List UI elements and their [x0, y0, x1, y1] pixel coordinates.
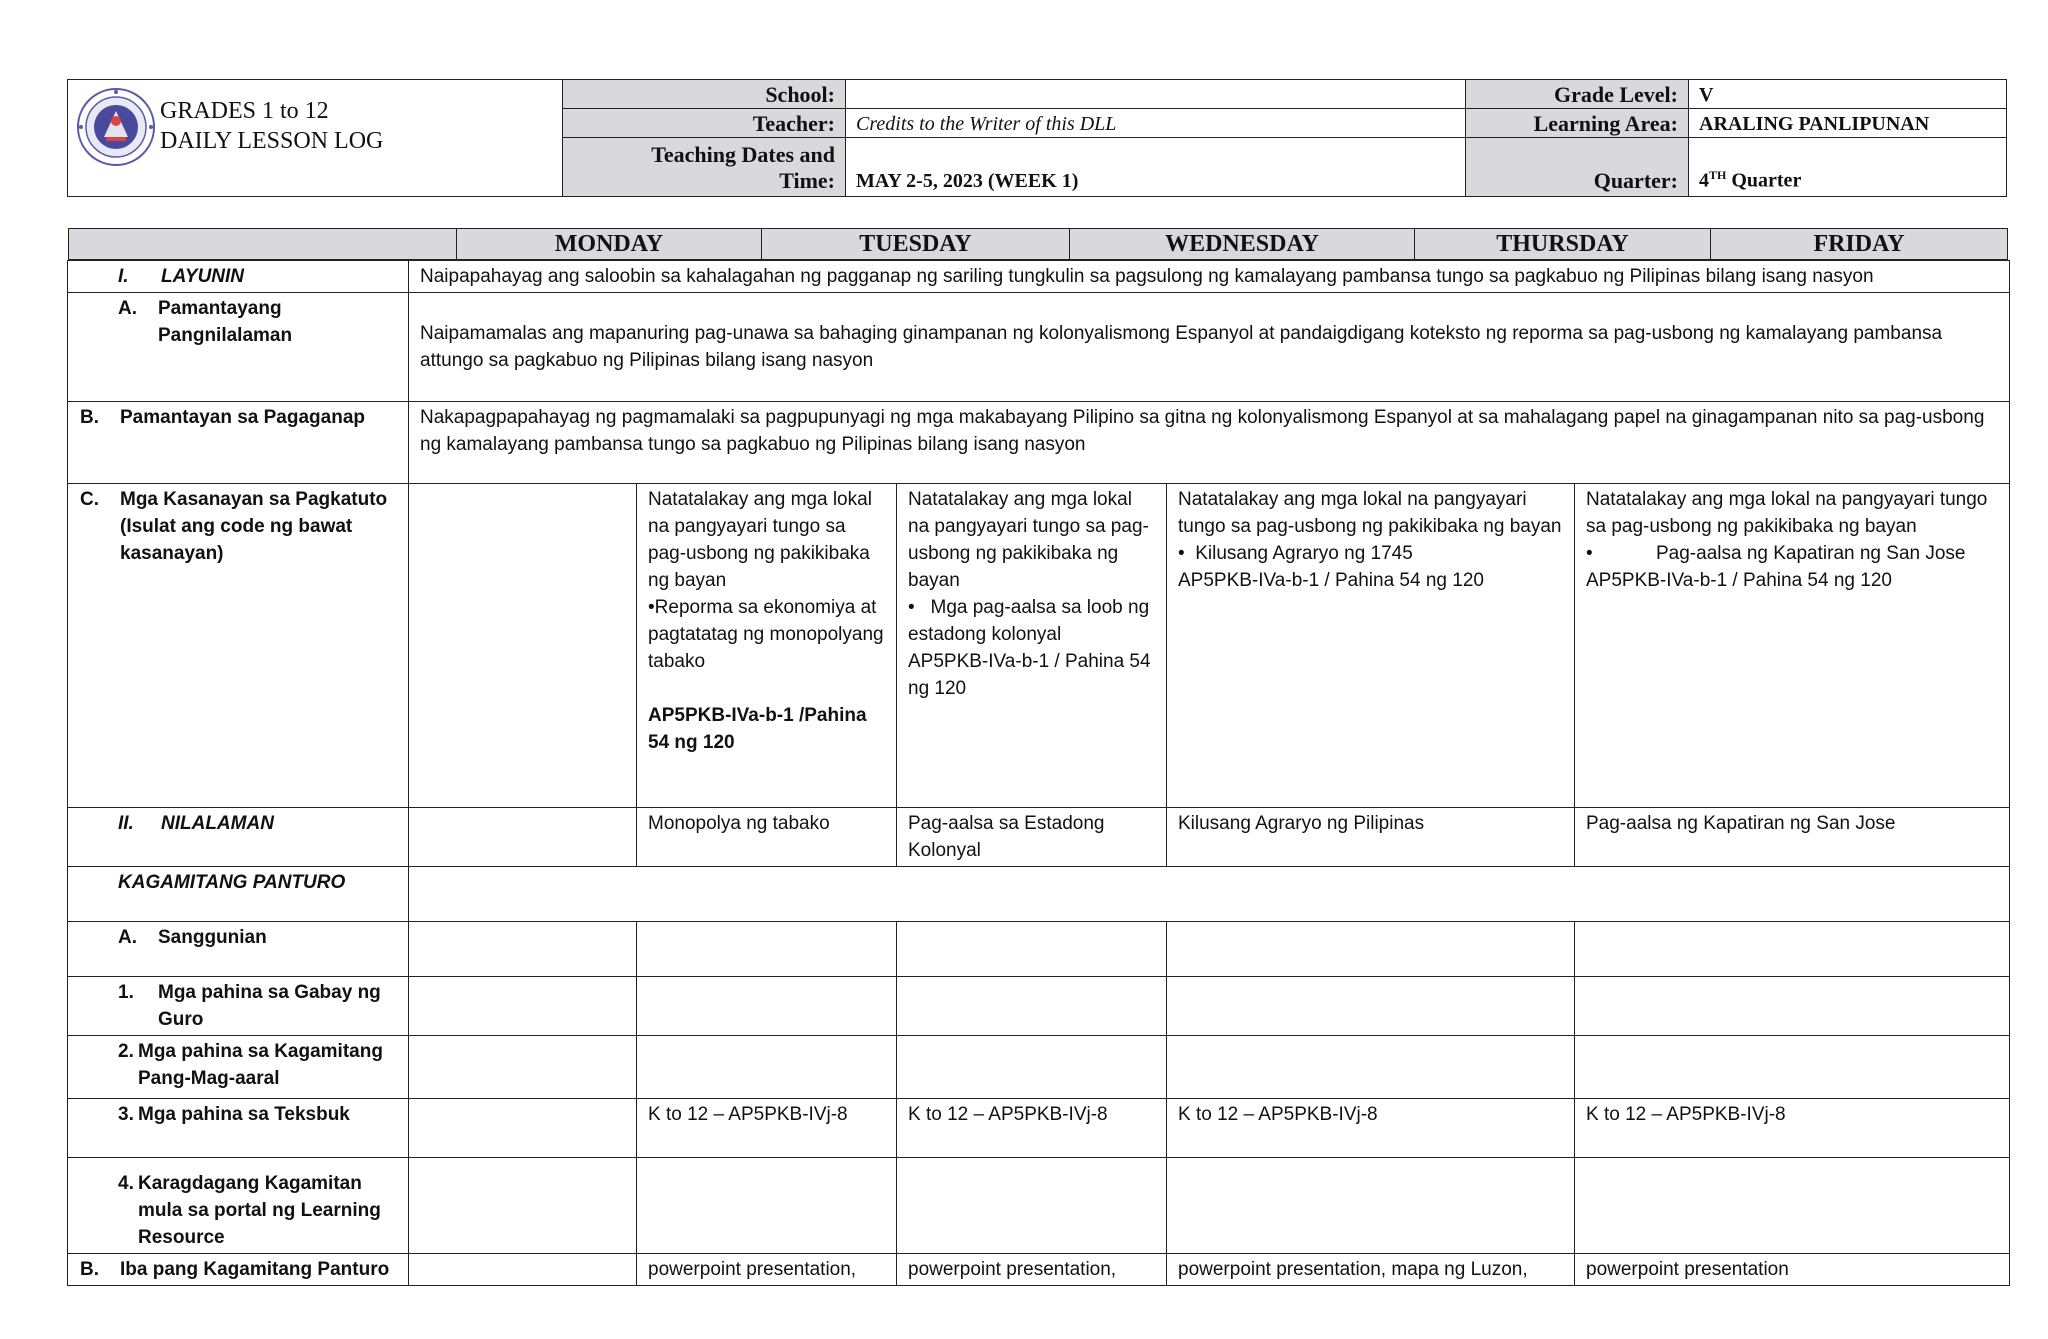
day-header-row [68, 228, 2008, 260]
day-header-tuesday: TUESDAY [762, 229, 1070, 259]
gabay-friday [1575, 977, 2010, 1036]
teacher-value: Credits to the Writer of this DLL [846, 109, 1466, 138]
day-header-blank [69, 229, 457, 259]
row-label-pamantayan-sa-pagaganap: B. Pamantayan sa Pagaganap [68, 402, 409, 484]
teaching-dates-value: MAY 2-5, 2023 (WEEK 1) [846, 138, 1466, 196]
table-row-nilalaman [68, 808, 2010, 867]
row-label-layunin: I. LAYUNIN [68, 261, 409, 293]
iba-monday [409, 1254, 637, 1286]
nilalaman-thursday: Kilusang Agraryo ng Pilipinas [1167, 808, 1575, 867]
pang-mag-aaral-monday [409, 1036, 637, 1099]
sanggunian-wednesday [897, 922, 1167, 977]
iba-thursday: powerpoint presentation, mapa ng Luzon, [1167, 1254, 1575, 1286]
day-header-friday: FRIDAY [1813, 231, 1905, 257]
karagdagang-friday [1575, 1158, 2010, 1254]
pamantayang-pangnilalaman-text: Naipamamalas ang mapanuring pag-unawa sa bahaging ginampanan ng kolonyalismong Espanyol at pandaigdigang koteksto ng reporma sa pag-usbong ng kamalayang pambansa attungo sa pagkabuo ng Pilipinas bilang isang nasyon [409, 293, 2010, 402]
kasanayan-thursday: Natatalakay ang mga lokal na pangyayari tungo sa pag-usbong ng pakikibaka ng bayan • Kilusang Agraryo ng 1745 AP5PKB-IVa-b-1 / Pahina 54 ng 120 [1167, 484, 1575, 808]
quarter-label: Quarter: [1466, 138, 1689, 196]
kasanayan-monday [409, 484, 637, 808]
row-label-gabay-ng-guro: 1. Mga pahina sa Gabay ng Guro [68, 977, 409, 1036]
pang-mag-aaral-thursday [1167, 1036, 1575, 1099]
row-label-karagdagang-kagamitan: 4. Karagdagang Kagamitan mula sa portal ng Learning Resource [68, 1158, 409, 1254]
table-row-gabay-ng-guro [68, 977, 2010, 1036]
nilalaman-friday: Pag-aalsa ng Kapatiran ng San Jose [1575, 808, 2010, 867]
pang-mag-aaral-tuesday [637, 1036, 897, 1099]
iba-friday: powerpoint presentation [1575, 1254, 2010, 1286]
layunin-text: Naipapahayag ang saloobin sa kahalagahan ng pagganap ng sariling tungkulin sa pagsulong ng kamalayang pambansa tungo sa pagkabuo ng Pilipinas bilang isang nasyon [409, 261, 2010, 293]
pamantayan-sa-pagaganap-text: Nakapagpapahayag ng pagmamalaki sa pagpupunyagi ng mga makabayang Pilipino sa gitna ng kolonyalismong Espanyol at sa mahalagang papel na ginagampanan nito sa pag-usbong ng kamalayang pambansa tungo sa pagkabuo ng Pilipinas bilang isang nasyon [409, 402, 2010, 484]
teksbuk-thursday: K to 12 – AP5PKB-IVj-8 [1167, 1099, 1575, 1158]
kasanayan-tuesday: Natatalakay ang mga lokal na pangyayari tungo sa pag-usbong ng pakikibaka ng bayan •Reporma sa ekonomiya at pagtatatag ng monopolyang tabako AP5PKB-IVa-b-1 /Pahina 54 ng 120 [637, 484, 897, 808]
sanggunian-thursday [1167, 922, 1575, 977]
table-row-karagdagang-kagamitan [68, 1158, 2010, 1254]
table-row-iba-pang-kagamitan [68, 1254, 2010, 1286]
gabay-thursday [1167, 977, 1575, 1036]
iba-wednesday: powerpoint presentation, [897, 1254, 1167, 1286]
nilalaman-wednesday: Pag-aalsa sa Estadong Kolonyal [897, 808, 1167, 867]
day-header-wednesday: WEDNESDAY [1070, 229, 1415, 259]
row-label-kagamitang-panturo: KAGAMITANG PANTURO [68, 867, 409, 922]
sanggunian-monday [409, 922, 637, 977]
school-value [846, 80, 1466, 109]
kagamitang-panturo-content [409, 867, 2010, 922]
sanggunian-tuesday [637, 922, 897, 977]
table-row-pamantayang-pangnilalaman [68, 293, 2010, 402]
karagdagang-monday [409, 1158, 637, 1254]
grade-level-value: V [1689, 80, 2006, 109]
gabay-wednesday [897, 977, 1167, 1036]
karagdagang-tuesday [637, 1158, 897, 1254]
teksbuk-tuesday: K to 12 – AP5PKB-IVj-8 [637, 1099, 897, 1158]
learning-area-label: Learning Area: [1466, 109, 1689, 138]
teacher-label: Teacher: [563, 109, 846, 138]
teksbuk-monday [409, 1099, 637, 1158]
table-row-layunin [68, 261, 2010, 293]
pang-mag-aaral-wednesday [897, 1036, 1167, 1099]
nilalaman-tuesday: Monopolya ng tabako [637, 808, 897, 867]
form-title: GRADES 1 to 12 DAILY LESSON LOG [160, 98, 384, 154]
kasanayan-friday: Natatalakay ang mga lokal na pangyayari tungo sa pag-usbong ng pakikibaka ng bayan • Pag-aalsa ng Kapatiran ng San Jose AP5PKB-IVa-b-1 / Pahina 54 ng 120 [1575, 484, 2010, 808]
row-label-teksbuk: 3. Mga pahina sa Teksbuk [68, 1099, 409, 1158]
table-row-kasanayan [68, 484, 2010, 808]
learning-area-value: ARALING PANLIPUNAN [1689, 109, 2006, 138]
lesson-table [67, 260, 2010, 1286]
day-header-monday: MONDAY [457, 229, 762, 259]
row-label-iba-pang-kagamitan: B. Iba pang Kagamitang Panturo [68, 1254, 409, 1286]
karagdagang-thursday [1167, 1158, 1575, 1254]
header-table [67, 79, 2007, 197]
table-row-pamantayan-sa-pagaganap [68, 402, 2010, 484]
teaching-dates-label: Teaching Dates and Time: [563, 138, 846, 196]
teksbuk-wednesday: K to 12 – AP5PKB-IVj-8 [897, 1099, 1167, 1158]
nilalaman-monday [409, 808, 637, 867]
table-row-kagamitang-panturo [68, 867, 2010, 922]
quarter-value: 4TH Quarter [1699, 168, 1802, 192]
school-label: School: [563, 80, 846, 109]
table-row-sanggunian [68, 922, 2010, 977]
gabay-monday [409, 977, 637, 1036]
row-label-pang-mag-aaral: 2. Mga pahina sa Kagamitang Pang-Mag-aaral [68, 1036, 409, 1099]
table-row-teksbuk [68, 1099, 2010, 1158]
pang-mag-aaral-friday [1575, 1036, 2010, 1099]
row-label-kasanayan: C. Mga Kasanayan sa Pagkatuto (Isulat ang code ng bawat kasanayan) [68, 484, 409, 808]
deped-seal-icon [76, 87, 156, 167]
iba-tuesday: powerpoint presentation, [637, 1254, 897, 1286]
sanggunian-friday [1575, 922, 2010, 977]
gabay-tuesday [637, 977, 897, 1036]
karagdagang-wednesday [897, 1158, 1167, 1254]
row-label-pamantayang-pangnilalaman: A. Pamantayang Pangnilalaman [68, 293, 409, 402]
table-row-pang-mag-aaral [68, 1036, 2010, 1099]
kasanayan-wednesday: Natatalakay ang mga lokal na pangyayari tungo sa pag-usbong ng pakikibaka ng bayan • Mga pag-aalsa sa loob ng estadong kolonyal AP5PKB-IVa-b-1 / Pahina 54 ng 120 [897, 484, 1167, 808]
row-label-nilalaman: II. NILALAMAN [68, 808, 409, 867]
row-label-sanggunian: A. Sanggunian [68, 922, 409, 977]
teksbuk-friday: K to 12 – AP5PKB-IVj-8 [1575, 1099, 2010, 1158]
day-header-thursday: THURSDAY [1415, 229, 1711, 259]
logo-cell [68, 80, 563, 196]
grade-level-label: Grade Level: [1466, 80, 1689, 109]
